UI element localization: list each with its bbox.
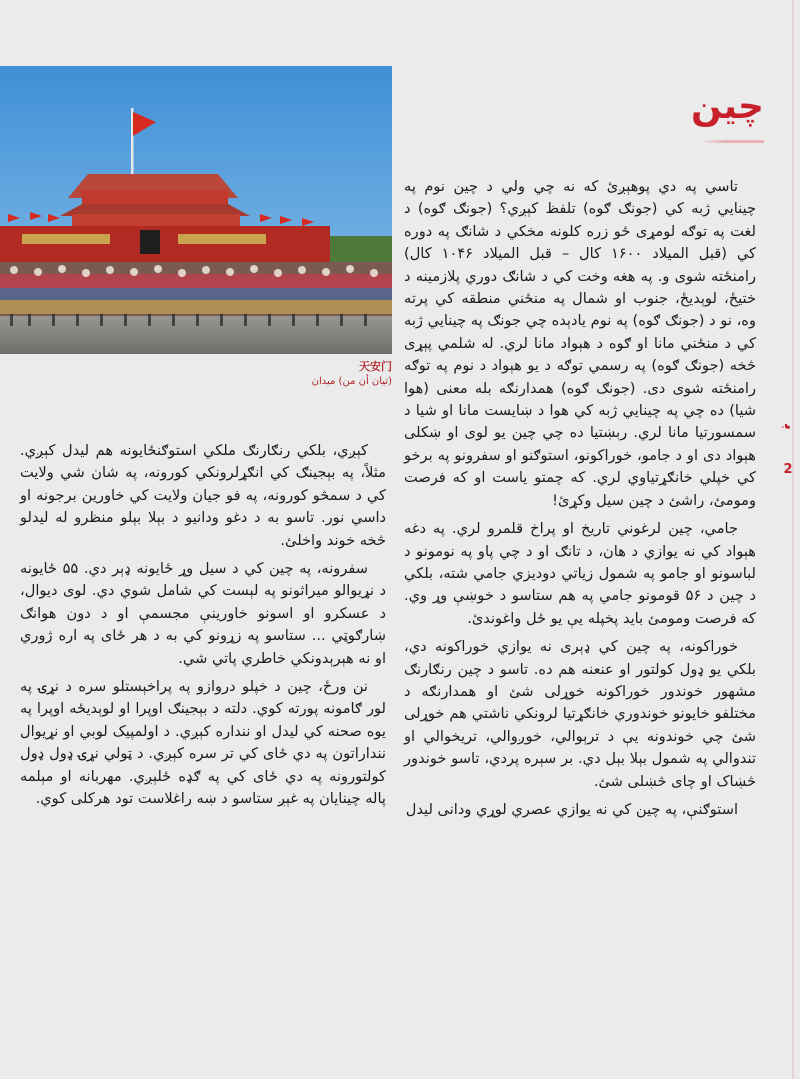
paragraph: سفرونه، په چين کي د سيل وړ ځايونه ډېر دي. ۵۵ ځايونه د نړيوالو ميراثونو په لېست کي شامل شوي دي. لوی ديوال، د عسکرو او اسونو خاورينې مجسمې او د دون هوانګ ښارګوټي ... ستاسو په زړونو کي به د هر ځای په اره ژوري او نه هېرېدونکي خاطري پاتي شي.: [20, 560, 386, 667]
left-text-column: [20, 440, 386, 817]
paragraph: جامي، چين لرغوني تاريخ او پراخ قلمرو لري. په دغه هېواد کي نه يوازي د هان، د تانګ او د چي پاو په نومونو د لباسونو او جامو په شمول زياتي دوديزي جامي شته، بلکي د چين د ۵۶ قومونو جامي په هم ستاسو د خوښې وړ وي. که فرصت ومومئ بايد پخپله يې يو ځل واغوندئ.: [404, 520, 757, 627]
page-number: 2: [783, 462, 793, 477]
paragraph: استوګنې، په چين کي نه يوازي عصري لوړي ودانی ليدل: [405, 800, 738, 818]
page-title: چين: [690, 86, 764, 127]
paragraph: نن ورځ، چين د خپلو دروازو په پراخېستلو سره د نړۍ په لور ګامونه پورته کوي. دلته د بېجينګ اوپرا او لوېديځه اوپرا په يوه صحنه کي ليدل او ننداره کېږي. د اولمپيک لوبي او نړيوال ننداراتون په دي ځای کي تر سره کېږي. د ټولي نړۍ ډول ډول کولتورونه په دي ځای کي په ګډه ځلېږي. مهربانه او مېلمه پاله چينايان په غېږ ستاسو د ښه راغلاست تود هرکلی کوي.: [20, 678, 386, 808]
photo-caption-chinese: 天安门: [359, 360, 392, 373]
photo-caption-pashto: (تيان أن من) ميدان: [311, 376, 392, 387]
tiananmen-illustration: [0, 66, 392, 354]
paragraph: کېږي، بلکي رنګارنګ ملکي استوګنځايونه هم ليدل کېږي. مثلاً، په بېجينګ کي انګړلرونکي کورونه، په شان شي ولايت کي د سمڅو کورونه، په فو جيان ولايت کي خاورين برجونه او داسي نور. تاسو به د دغو ودانيو د بېلا بېلو منظرو له ليدلو څخه خوند واخلئ.: [20, 442, 386, 549]
margin-rule: [792, 0, 794, 1079]
section-tab-glyph: ﺑ: [781, 424, 800, 431]
paragraph: خوراکونه، په چين کي ډېری نه يوازي خوراکونه دي، بلکي يو ډول کولتور او عنعنه هم ده. تاسو د چين رنګارنګ مشهور خوندور خوراکونه خوړلی شئ او همدارنګه د مختلفو خايونو خوندوري خانګړتيا لرونکي ناشتي هم خوړلی شئ چي خوندونه يې د ترېوالي، خوږوالي، تريخوالي او تندوالي په شمول بېلا بېل دي. بر سېره پردي، تاسو خوندور څښاک او چای څښلی شئ.: [404, 638, 756, 790]
right-text-column: [404, 176, 756, 827]
tiananmen-photo: [0, 66, 392, 354]
title-underline: [700, 140, 764, 143]
paragraph: تاسي په دي پوهېږئ که نه چي ولي د چين نوم په چينايي ژبه کي (جونګ ګوه) تلفظ کېږي؟ (جونګ ګوه) د لغت په توګه لومړی ځو زره کلونه مخکي د شانګ په دوره کي (قبل الميلاد ۱۶۰۰ کال – قبل الميلاد ۱۰۴۶ کال) رامنځته شوی و. په هغه وخت کي د شانګ دوري پلازمينه د ختيځ، لوېديځ، جنوب او شمال په منځني منطقه کي پرته وه، نو د (جونګ ګوه) په نوم يادېده چي جونګ په چينايي ژبه کي د منځني مانا او ګوه د هېواد مانا لري. له شلمي پېړی څخه (جونګ ګوه) په رسمي توګه د يو هېواد د نوم په توګه رامنځته شوی دی. (جونګ ګوه) همدارنګه بله معنی (هوا شيا) ده چي په چينايي ژبه کي هوا د ښايست مانا او شيا د سمسورتيا مانا لري. ربښتيا ده چي چين يو لوی او ښکلی هېواد دی او د جامو، خوراکونو، استوګنو او سفرونو په برخو کي خپلي خانګړتياوي لري. که چمتو ياست او که فرصت ومومئ، راشئ د چين سيل وکړئ!: [404, 178, 756, 509]
